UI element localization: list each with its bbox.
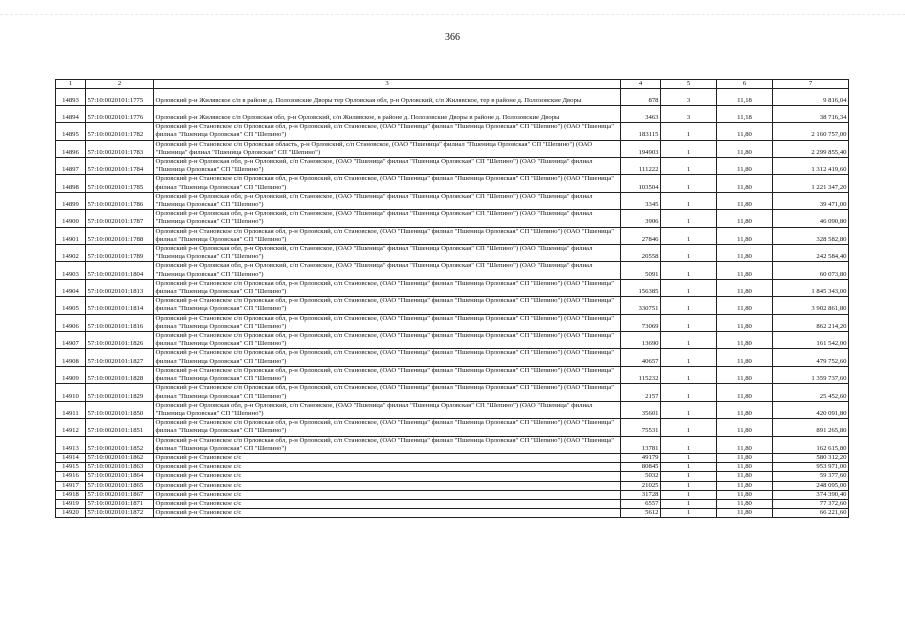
column-header: 6 [717, 80, 773, 89]
row-number-cell: 14900 [56, 210, 86, 227]
cadastral-number-cell: 57:10:0020101:1789 [86, 245, 154, 262]
row-number-cell: 14905 [56, 297, 86, 314]
address-cell: Орловский р-н Становское с/с [154, 490, 621, 499]
table-row [56, 472, 849, 481]
column-header: 5 [661, 80, 717, 89]
row-number-cell: 14907 [56, 332, 86, 349]
row-number-cell: 14919 [56, 499, 86, 508]
group-cell: 1 [661, 419, 717, 436]
area-cell: 6557 [621, 499, 661, 508]
group-cell: 1 [661, 463, 717, 472]
rate-cell: 11,80 [717, 419, 773, 436]
address-cell: Орловский р-н Становское с/п Орловская обл, р-н Орловский, с/п Становское, (ОАО "Пшеница" филиал "Пшеница Орловская" СП "Шепино") (ОАО "Пшеница" филиал "Пшеница Орловская" СП "Шепино") [154, 419, 621, 436]
cadastral-number-cell: 57:10:0020101:1775 [86, 89, 154, 106]
address-cell: Орловский р-н Становское с/п Орловская обл, р-н Орловский, с/п Становское, (ОАО "Пшеница" филиал "Пшеница Орловская" СП "Шепино") (ОАО "Пшеница" филиал "Пшеница Орловская" СП "Шепино") [154, 436, 621, 453]
rate-cell: 11,80 [717, 509, 773, 518]
group-cell: 1 [661, 453, 717, 462]
table-row [56, 123, 849, 140]
area-cell: 183115 [621, 123, 661, 140]
group-cell: 1 [661, 158, 717, 175]
row-number-cell: 14908 [56, 349, 86, 366]
cadastral-number-cell: 57:10:0020101:1787 [86, 210, 154, 227]
group-cell: 1 [661, 401, 717, 418]
scan-edge-noise [0, 0, 905, 15]
area-cell: 5032 [621, 472, 661, 481]
table-row [56, 509, 849, 518]
row-number-cell: 14915 [56, 463, 86, 472]
cadastral-value-cell: 25 452,60 [773, 384, 849, 401]
table-row [56, 349, 849, 366]
address-cell: Орловский р-н Орловская обл, р-н Орловский, с/п Становское, (ОАО "Пшеница" филиал "Пшеница Орловская" СП "Шепино") (ОАО "Пшеница" филиал "Пшеница Орловская" СП "Шепино") [154, 158, 621, 175]
row-number-cell: 14913 [56, 436, 86, 453]
table-row [56, 332, 849, 349]
cadastral-number-cell: 57:10:0020101:1851 [86, 419, 154, 436]
rate-cell: 11,80 [717, 384, 773, 401]
address-cell: Орловский р-н Становское с/п Орловская обл, р-н Орловский, с/п Становское, (ОАО "Пшеница" филиал "Пшеница Орловская" СП "Шепино") (ОАО "Пшеница" филиал "Пшеница Орловская" СП "Шепино") [154, 366, 621, 383]
group-cell: 1 [661, 245, 717, 262]
area-cell: 111222 [621, 158, 661, 175]
area-cell: 5091 [621, 262, 661, 279]
table-row [56, 314, 849, 331]
row-number-cell: 14898 [56, 175, 86, 192]
group-cell: 1 [661, 262, 717, 279]
rate-cell: 11,80 [717, 481, 773, 490]
area-cell: 2157 [621, 384, 661, 401]
group-cell: 1 [661, 192, 717, 209]
group-cell: 1 [661, 366, 717, 383]
rate-cell: 11,80 [717, 490, 773, 499]
cadastral-number-cell: 57:10:0020101:1788 [86, 227, 154, 244]
address-cell: Орловский р-н Становское с/с [154, 509, 621, 518]
rate-cell: 11,80 [717, 140, 773, 157]
address-cell: Орловский р-н Становское с/п Орловская обл, р-н Орловский, с/п Становское, (ОАО "Пшеница" филиал "Пшеница Орловская" СП "Шепино") (ОАО "Пшеница" филиал "Пшеница Орловская" СП "Шепино") [154, 297, 621, 314]
table-row [56, 366, 849, 383]
cadastral-value-cell: 328 582,80 [773, 227, 849, 244]
cadastral-value-cell: 242 584,40 [773, 245, 849, 262]
cadastral-number-cell: 57:10:0020101:1865 [86, 481, 154, 490]
group-cell: 1 [661, 481, 717, 490]
address-cell: Орловский р-н Орловская обл, р-н Орловский, с/п Становское, (ОАО "Пшеница" филиал "Пшеница Орловская" СП "Шепино") (ОАО "Пшеница" филиал "Пшеница Орловская" СП "Шепино") [154, 262, 621, 279]
area-cell: 3345 [621, 192, 661, 209]
row-number-cell: 14909 [56, 366, 86, 383]
rate-cell: 11,80 [717, 453, 773, 462]
group-cell: 1 [661, 509, 717, 518]
table-row [56, 490, 849, 499]
table-row [56, 140, 849, 157]
group-cell: 1 [661, 499, 717, 508]
group-cell: 3 [661, 89, 717, 106]
group-cell: 1 [661, 175, 717, 192]
cadastral-number-cell: 57:10:0020101:1829 [86, 384, 154, 401]
area-cell: 13690 [621, 332, 661, 349]
group-cell: 1 [661, 332, 717, 349]
group-cell: 1 [661, 472, 717, 481]
rate-cell: 11,80 [717, 463, 773, 472]
rate-cell: 11,80 [717, 332, 773, 349]
group-cell: 1 [661, 314, 717, 331]
group-cell: 1 [661, 436, 717, 453]
cadastral-value-cell: 38 716,34 [773, 106, 849, 123]
cadastral-value-cell: 60 073,80 [773, 262, 849, 279]
area-cell: 80845 [621, 463, 661, 472]
cadastral-value-cell: 46 090,80 [773, 210, 849, 227]
address-cell: Орловский р-н Становское с/с [154, 453, 621, 462]
rate-cell: 11,80 [717, 499, 773, 508]
area-cell: 35601 [621, 401, 661, 418]
row-number-cell: 14914 [56, 453, 86, 462]
area-cell: 21025 [621, 481, 661, 490]
cadastral-value-cell: 2 160 757,00 [773, 123, 849, 140]
cadastral-number-cell: 57:10:0020101:1828 [86, 366, 154, 383]
area-cell: 49179 [621, 453, 661, 462]
cadastral-value-cell: 77 372,60 [773, 499, 849, 508]
cadastral-value-cell: 9 816,04 [773, 89, 849, 106]
page-number: 366 [445, 32, 460, 43]
group-cell: 3 [661, 106, 717, 123]
area-cell: 27846 [621, 227, 661, 244]
area-cell: 115232 [621, 366, 661, 383]
rate-cell: 11,80 [717, 314, 773, 331]
cadastral-number-cell: 57:10:0020101:1826 [86, 332, 154, 349]
table-body [56, 89, 849, 518]
cadastral-number-cell: 57:10:0020101:1804 [86, 262, 154, 279]
cadastral-value-cell: 374 390,40 [773, 490, 849, 499]
cadastral-number-cell: 57:10:0020101:1814 [86, 297, 154, 314]
rate-cell: 11,80 [717, 262, 773, 279]
row-number-cell: 14903 [56, 262, 86, 279]
address-cell: Орловский р-н Орловская обл, р-н Орловский, с/п Становское, (ОАО "Пшеница" филиал "Пшеница Орловская" СП "Шепино") (ОАО "Пшеница" филиал "Пшеница Орловская" СП "Шепино") [154, 245, 621, 262]
group-cell: 1 [661, 123, 717, 140]
table-row [56, 453, 849, 462]
cadastral-value-table [55, 79, 849, 518]
cadastral-number-cell: 57:10:0020101:1872 [86, 509, 154, 518]
rate-cell: 11,80 [717, 192, 773, 209]
area-cell: 20558 [621, 245, 661, 262]
row-number-cell: 14911 [56, 401, 86, 418]
cadastral-value-cell: 420 091,80 [773, 401, 849, 418]
table-row [56, 158, 849, 175]
address-cell: Орловский р-н Становское с/с [154, 499, 621, 508]
table-row [56, 401, 849, 418]
group-cell: 1 [661, 140, 717, 157]
cadastral-value-cell: 2 299 855,40 [773, 140, 849, 157]
table-row [56, 499, 849, 508]
column-header: 4 [621, 80, 661, 89]
row-number-cell: 14918 [56, 490, 86, 499]
address-cell: Орловский р-н Орловская обл, р-н Орловский, с/п Становское, (ОАО "Пшеница" филиал "Пшеница Орловская" СП "Шепино") (ОАО "Пшеница" филиал "Пшеница Орловская" СП "Шепино") [154, 401, 621, 418]
area-cell: 156385 [621, 279, 661, 296]
address-cell: Орловский р-н Становское с/п Орловская обл, р-н Орловский, с/п Становское, (ОАО "Пшеница" филиал "Пшеница Орловская" СП "Шепино") (ОАО "Пшеница" филиал "Пшеница Орловская" СП "Шепино") [154, 227, 621, 244]
address-cell: Орловский р-н Становское с/п Орловская обл, р-н Орловский, с/п Становское, (ОАО "Пшеница" филиал "Пшеница Орловская" СП "Шепино") (ОАО "Пшеница" филиал "Пшеница Орловская" СП "Шепино") [154, 123, 621, 140]
cadastral-value-cell: 162 615,80 [773, 436, 849, 453]
cadastral-value-cell: 580 312,20 [773, 453, 849, 462]
cadastral-number-cell: 57:10:0020101:1783 [86, 140, 154, 157]
cadastral-value-cell: 862 214,20 [773, 314, 849, 331]
group-cell: 1 [661, 349, 717, 366]
row-number-cell: 14906 [56, 314, 86, 331]
area-cell: 103504 [621, 175, 661, 192]
cadastral-value-cell: 1 359 737,60 [773, 366, 849, 383]
row-number-cell: 14895 [56, 123, 86, 140]
group-cell: 1 [661, 490, 717, 499]
cadastral-number-cell: 57:10:0020101:1852 [86, 436, 154, 453]
row-number-cell: 14893 [56, 89, 86, 106]
area-cell: 73069 [621, 314, 661, 331]
rate-cell: 11,80 [717, 175, 773, 192]
row-number-cell: 14916 [56, 472, 86, 481]
cadastral-number-cell: 57:10:0020101:1785 [86, 175, 154, 192]
table-row [56, 210, 849, 227]
rate-cell: 11,80 [717, 279, 773, 296]
rate-cell: 11,80 [717, 401, 773, 418]
area-cell: 5612 [621, 509, 661, 518]
cadastral-number-cell: 57:10:0020101:1850 [86, 401, 154, 418]
area-cell: 40657 [621, 349, 661, 366]
cadastral-number-cell: 57:10:0020101:1862 [86, 453, 154, 462]
table-row [56, 297, 849, 314]
table-row [56, 436, 849, 453]
cadastral-value-cell: 3 902 861,80 [773, 297, 849, 314]
cadastral-value-cell: 891 265,80 [773, 419, 849, 436]
cadastral-value-cell: 59 377,60 [773, 472, 849, 481]
cadastral-value-cell: 248 095,00 [773, 481, 849, 490]
area-cell: 13781 [621, 436, 661, 453]
table-row [56, 175, 849, 192]
address-cell: Орловский р-н Становское с/п Орловская область, р-н Орловский, с/п Становское, (ОАО "Пшеница" филиал "Пшеница Орловская" СП "Шепино") (ОАО "Пшеница" филиал "Пшеница Орловская" СП "Шепино") [154, 140, 621, 157]
row-number-cell: 14920 [56, 509, 86, 518]
table-row [56, 106, 849, 123]
column-header: 1 [56, 80, 86, 89]
row-number-cell: 14912 [56, 419, 86, 436]
column-header: 3 [154, 80, 621, 89]
address-cell: Орловский р-н Становское с/п Орловская обл, р-н Орловский, с/п Становское, (ОАО "Пшеница" филиал "Пшеница Орловская" СП "Шепино") (ОАО "Пшеница" филиал "Пшеница Орловская" СП "Шепино") [154, 314, 621, 331]
address-cell: Орловский р-н Становское с/п Орловская обл, р-н Орловский, с/п Становское, (ОАО "Пшеница" филиал "Пшеница Орловская" СП "Шепино") (ОАО "Пшеница" филиал "Пшеница Орловская" СП "Шепино") [154, 175, 621, 192]
group-cell: 1 [661, 227, 717, 244]
cadastral-value-cell: 1 312 419,60 [773, 158, 849, 175]
column-number-header-row [56, 80, 849, 89]
rate-cell: 11,80 [717, 210, 773, 227]
row-number-cell: 14896 [56, 140, 86, 157]
group-cell: 1 [661, 279, 717, 296]
table-row [56, 419, 849, 436]
cadastral-number-cell: 57:10:0020101:1813 [86, 279, 154, 296]
cadastral-number-cell: 57:10:0020101:1782 [86, 123, 154, 140]
table-row [56, 463, 849, 472]
cadastral-number-cell: 57:10:0020101:1816 [86, 314, 154, 331]
address-cell: Орловский р-н Жилявское с/п в районе д. Полозовские Дворы тер Орловская обл, р-н Орловский, с/п Жилявское, тер в районе д. Полозовские Дворы [154, 89, 621, 106]
group-cell: 1 [661, 210, 717, 227]
address-cell: Орловский р-н Становское с/п Орловская обл, р-н Орловский, с/п Становское, (ОАО "Пшеница" филиал "Пшеница Орловская" СП "Шепино") (ОАО "Пшеница" филиал "Пшеница Орловская" СП "Шепино") [154, 332, 621, 349]
cadastral-number-cell: 57:10:0020101:1867 [86, 490, 154, 499]
rate-cell: 11,80 [717, 366, 773, 383]
cadastral-number-cell: 57:10:0020101:1864 [86, 472, 154, 481]
rate-cell: 11,80 [717, 349, 773, 366]
row-number-cell: 14894 [56, 106, 86, 123]
address-cell: Орловский р-н Орловская обл, р-н Орловский, с/п Становское, (ОАО "Пшеница" филиал "Пшеница Орловская" СП "Шепино") (ОАО "Пшеница" филиал "Пшеница Орловская" СП "Шепино") [154, 192, 621, 209]
cadastral-value-cell: 479 752,60 [773, 349, 849, 366]
address-cell: Орловский р-н Становское с/с [154, 463, 621, 472]
row-number-cell: 14901 [56, 227, 86, 244]
area-cell: 31728 [621, 490, 661, 499]
row-number-cell: 14897 [56, 158, 86, 175]
address-cell: Орловский р-н Становское с/п Орловская обл, р-н Орловский, с/п Становское, (ОАО "Пшеница" филиал "Пшеница Орловская" СП "Шепино") (ОАО "Пшеница" филиал "Пшеница Орловская" СП "Шепино") [154, 384, 621, 401]
row-number-cell: 14902 [56, 245, 86, 262]
cadastral-number-cell: 57:10:0020101:1776 [86, 106, 154, 123]
table-row [56, 192, 849, 209]
area-cell: 878 [621, 89, 661, 106]
area-cell: 3463 [621, 106, 661, 123]
rate-cell: 11,80 [717, 123, 773, 140]
rate-cell: 11,80 [717, 245, 773, 262]
rate-cell: 11,18 [717, 89, 773, 106]
group-cell: 1 [661, 384, 717, 401]
area-cell: 3906 [621, 210, 661, 227]
rate-cell: 11,80 [717, 297, 773, 314]
address-cell: Орловский р-н Становское с/п Орловская обл, р-н Орловский, с/п Становское, (ОАО "Пшеница" филиал "Пшеница Орловская" СП "Шепино") (ОАО "Пшеница" филиал "Пшеница Орловская" СП "Шепино") [154, 349, 621, 366]
table-row [56, 279, 849, 296]
rate-cell: 11,80 [717, 158, 773, 175]
table-row [56, 89, 849, 106]
cadastral-number-cell: 57:10:0020101:1871 [86, 499, 154, 508]
rate-cell: 11,80 [717, 436, 773, 453]
row-number-cell: 14899 [56, 192, 86, 209]
table-row [56, 481, 849, 490]
area-cell: 330751 [621, 297, 661, 314]
table-row [56, 245, 849, 262]
cadastral-value-cell: 953 971,00 [773, 463, 849, 472]
cadastral-number-cell: 57:10:0020101:1784 [86, 158, 154, 175]
area-cell: 194903 [621, 140, 661, 157]
column-header: 2 [86, 80, 154, 89]
column-header: 7 [773, 80, 849, 89]
cadastral-value-cell: 66 221,60 [773, 509, 849, 518]
address-cell: Орловский р-н Становское с/п Орловская обл, р-н Орловский, с/п Становское, (ОАО "Пшеница" филиал "Пшеница Орловская" СП "Шепино") (ОАО "Пшеница" филиал "Пшеница Орловская" СП "Шепино") [154, 279, 621, 296]
cadastral-number-cell: 57:10:0020101:1786 [86, 192, 154, 209]
cadastral-value-cell: 1 845 343,00 [773, 279, 849, 296]
row-number-cell: 14917 [56, 481, 86, 490]
cadastral-number-cell: 57:10:0020101:1827 [86, 349, 154, 366]
cadastral-number-cell: 57:10:0020101:1863 [86, 463, 154, 472]
cadastral-value-cell: 1 221 347,20 [773, 175, 849, 192]
rate-cell: 11,18 [717, 106, 773, 123]
area-cell: 75531 [621, 419, 661, 436]
cadastral-value-cell: 39 471,00 [773, 192, 849, 209]
table-row [56, 227, 849, 244]
row-number-cell: 14910 [56, 384, 86, 401]
rate-cell: 11,80 [717, 227, 773, 244]
address-cell: Орловский р-н Становское с/с [154, 472, 621, 481]
group-cell: 1 [661, 297, 717, 314]
address-cell: Орловский р-н Орловская обл, р-н Орловский, с/п Становское, (ОАО "Пшеница" филиал "Пшеница Орловская" СП "Шепино") (ОАО "Пшеница" филиал "Пшеница Орловская" СП "Шепино") [154, 210, 621, 227]
table-row [56, 384, 849, 401]
address-cell: Орловский р-н Становское с/с [154, 481, 621, 490]
rate-cell: 11,80 [717, 472, 773, 481]
address-cell: Орловский р-н Жилявское с/п Орловская обл, р-н Орловский, с/п Жилявское, в районе д. Полозовские Дворы в районе д. Полозовские Дворы [154, 106, 621, 123]
cadastral-value-cell: 161 542,00 [773, 332, 849, 349]
table-row [56, 262, 849, 279]
row-number-cell: 14904 [56, 279, 86, 296]
